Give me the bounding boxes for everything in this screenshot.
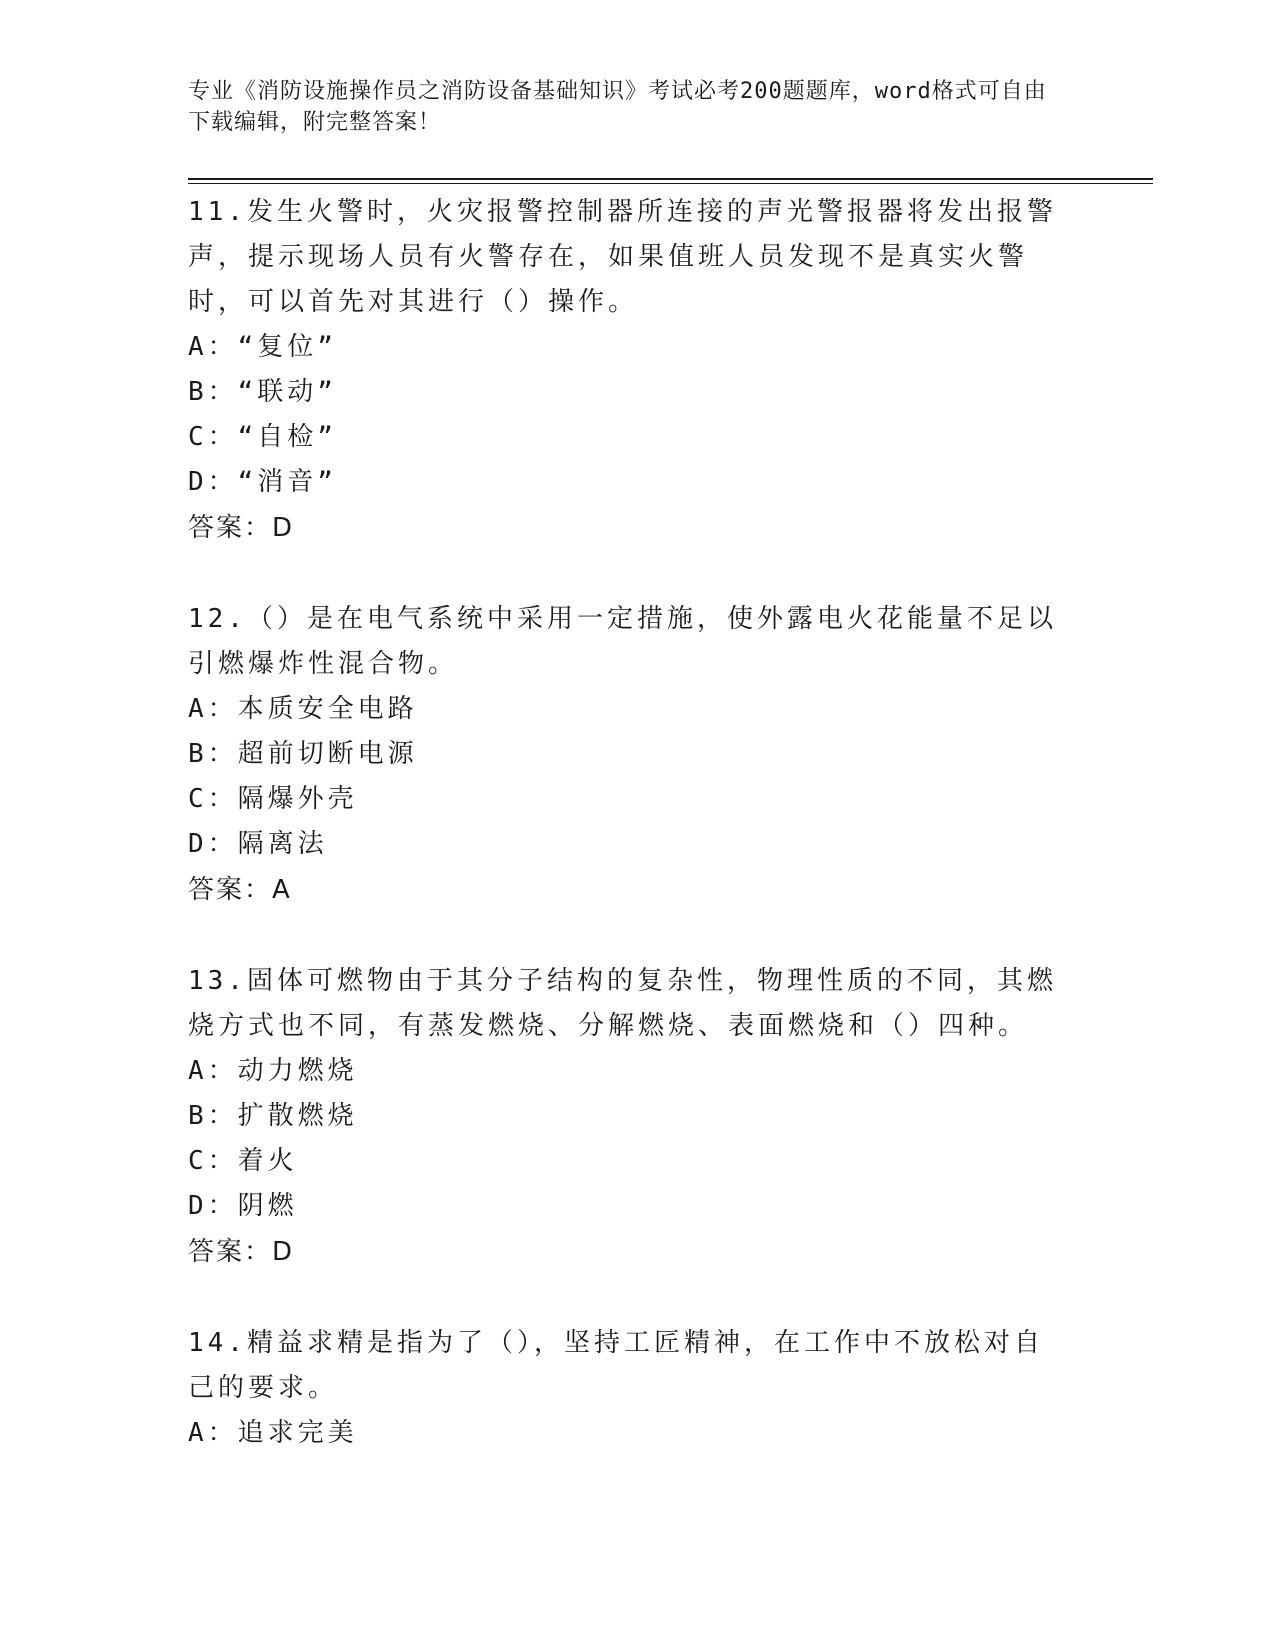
answer-line: 答案：A (188, 875, 292, 905)
option-b: B：“联动” (188, 377, 337, 407)
question-stem: 12.（）是在电气系统中采用一定措施，使外露电火花能量不足以引燃爆炸性混合物。 (188, 604, 1057, 679)
document-header: 专业《消防设施操作员之消防设备基础知识》考试必考200题题库，word格式可自由下载编辑，附完整答案！ (188, 79, 1047, 135)
question-14 (188, 1321, 1068, 1456)
question-12 (188, 597, 1068, 913)
option-a: A：动力燃烧 (188, 1056, 358, 1086)
option-b: B：扩散燃烧 (188, 1101, 358, 1131)
option-c: C：着火 (188, 1146, 298, 1176)
option-c: C：隔爆外壳 (188, 784, 358, 814)
answer-line: 答案：D (188, 513, 295, 543)
header-divider-thick (188, 178, 1153, 180)
option-c: C：“自检” (188, 422, 337, 452)
option-d: D：“消音” (188, 467, 337, 497)
header-divider-thin (188, 183, 1153, 184)
question-stem: 11.发生火警时，火灾报警控制器所连接的声光警报器将发出报警声，提示现场人员有火警存在，如果值班人员发现不是真实火警时，可以首先对其进行（）操作。 (188, 197, 1057, 317)
option-b: B：超前切断电源 (188, 739, 418, 769)
option-a: A：追求完美 (188, 1418, 358, 1448)
option-a: A：本质安全电路 (188, 694, 418, 724)
question-stem: 13.固体可燃物由于其分子结构的复杂性，物理性质的不同，其燃烧方式也不同，有蒸发燃烧、分解燃烧、表面燃烧和（）四种。 (188, 966, 1057, 1041)
question-11 (188, 190, 1068, 551)
answer-line: 答案：D (188, 1237, 295, 1267)
option-a: A：“复位” (188, 332, 337, 362)
question-13 (188, 959, 1068, 1275)
question-list (188, 190, 1068, 1502)
option-d: D：阴燃 (188, 1191, 298, 1221)
option-d: D：隔离法 (188, 829, 328, 859)
question-stem: 14.精益求精是指为了（），坚持工匠精神，在工作中不放松对自己的要求。 (188, 1328, 1044, 1403)
